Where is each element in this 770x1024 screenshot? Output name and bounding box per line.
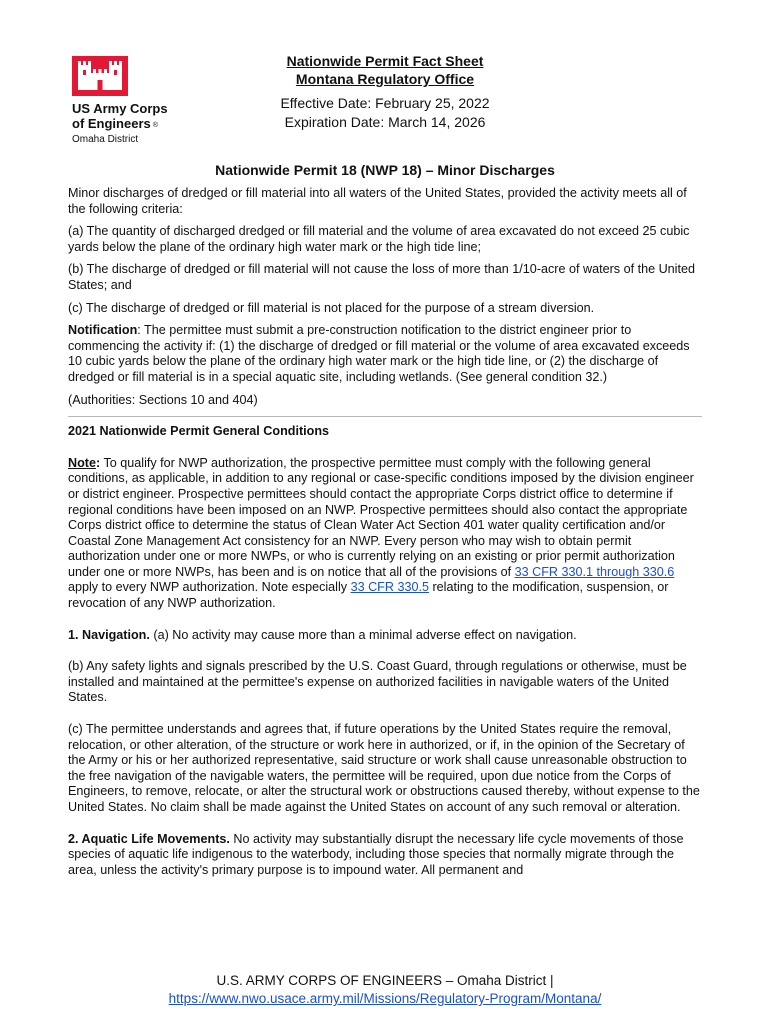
usace-logo <box>72 56 192 146</box>
registered-mark: ® <box>152 122 158 129</box>
aquatic-life-label: 2. Aquatic Life Movements. <box>68 831 230 846</box>
logo-district: Omaha District <box>72 134 139 145</box>
logo-org-line2-text: of Engineers <box>72 116 151 131</box>
aquatic-life-text: No activity may substantially disrupt the necessary life cycle movements of those species of aquatic life indigenous to the waterbody, including those species that normally migrate through the area, unless the activity's primary purpose is to impound water. All permanent and <box>68 831 684 877</box>
note-text-1: To qualify for NWP authorization, the prospective permittee must comply with the following general conditions, as applicable, in addition to any regional or case-specific conditions imposed by the division engineer or district engineer. Prospective permittees should contact the appropriate Corps district office to determine if regional conditions have been imposed on an NWP. Prospective permittees should also contact the appropriate Corps district office to determine the status of Clean Water Act Section 401 water quality certification and/or Coastal Zone Management Act consistency for an NWP. Every person who may wish to obtain permit authorization under one or more NWPs, or who is currently relying on an existing or prior permit authorization under one or more NWPs, has been and is on notice that all of the provisions of <box>68 455 694 579</box>
criterion-b: (b) The discharge of dredged or fill material will not cause the loss of more than 1/10-acre of waters of the United States; and <box>68 262 695 292</box>
navigation-label: 1. Navigation. <box>68 627 150 642</box>
section-divider <box>68 416 702 417</box>
cfr-330-1-link[interactable]: 33 CFR 330.1 through 330.6 <box>514 564 675 579</box>
document-body <box>68 161 702 878</box>
permit-intro: Minor discharges of dredged or fill material into all waters of the United States, provided the activity meets all of the following criteria: <box>68 186 687 216</box>
navigation-a-text: (a) No activity may cause more than a minimal adverse effect on navigation. <box>149 627 577 642</box>
note-text-3: relating to the modification, suspension, or revocation of any NWP authorization. <box>68 580 669 611</box>
note-paragraph <box>68 456 702 612</box>
navigation-a <box>68 628 702 644</box>
general-conditions-title: 2021 Nationwide Permit General Conditions <box>68 424 330 439</box>
logo-org-line2 <box>72 116 192 133</box>
effective-date: Effective Date: February 25, 2022 <box>280 95 490 111</box>
permit-title: Nationwide Permit 18 (NWP 18) – Minor Discharges <box>215 162 555 178</box>
date-block <box>190 94 580 132</box>
navigation-b: (b) Any safety lights and signals prescribed by the U.S. Coast Guard, through regulations or otherwise, must be installed and maintained at the permittee's expense on authorized facilities in navigable waters of the United States. <box>68 659 687 705</box>
cfr-330-5-link[interactable]: 33 CFR 330.5 <box>350 580 429 595</box>
note-label: Note <box>68 455 96 470</box>
notification-paragraph <box>68 323 702 385</box>
sheet-title: Nationwide Permit Fact Sheet <box>286 53 484 69</box>
authorities: (Authorities: Sections 10 and 404) <box>68 392 258 407</box>
office-title: Montana Regulatory Office <box>295 71 475 87</box>
notification-text: : The permittee must submit a pre-construction notification to the district engineer prior to commencing the activity if: (1) the discharge of dredged or fill material or the volume of area excavated exceeds 10 cubic yards below the plane of the ordinary high water mark or the high tide line, or (2) the discharge of dredged or fill material is in a special aquatic site, including wetlands. (See general condition 32.) <box>68 323 690 384</box>
footer-url-link[interactable]: https://www.nwo.usace.army.mil/Missions/Regulatory-Program/Montana/ <box>168 991 602 1006</box>
criterion-a: (a) The quantity of discharged dredged or fill material and the volume of area excavated do not exceed 25 cubic yards below the plane of the ordinary high water mark or the high tide line; <box>68 224 690 254</box>
logo-org-line1: US Army Corps <box>72 101 168 116</box>
navigation-c: (c) The permittee understands and agrees that, if future operations by the United States require the removal, relocation, or other alteration, of the structure or work here in authorized, or if, in the opinion of the Secretary of the Army or his or her authorized representative, said structure or work shall cause unreasonable obstruction to the free navigation of the navigable waters, the permittee will be required, upon due notice from the Corps of Engineers, to remove, relocate, or alter the structural work or obstructions caused thereby, without expense to the United States. No claim shall be made against the United States on account of any such removal or alteration. <box>68 722 700 814</box>
criterion-c: (c) The discharge of dredged or fill material is not placed for the purpose of a stream diversion. <box>68 300 595 315</box>
page-footer <box>0 972 770 1008</box>
note-text-2: apply to every NWP authorization. Note especially <box>68 580 351 595</box>
fact-sheet-header <box>190 52 580 132</box>
castle-logo-icon <box>72 56 128 96</box>
notification-label: Notification <box>68 323 138 338</box>
aquatic-life-paragraph <box>68 832 702 879</box>
footer-org: U.S. ARMY CORPS OF ENGINEERS – Omaha District | <box>216 973 554 988</box>
expiration-date: Expiration Date: March 14, 2026 <box>284 114 486 130</box>
note-colon: : <box>96 455 101 470</box>
